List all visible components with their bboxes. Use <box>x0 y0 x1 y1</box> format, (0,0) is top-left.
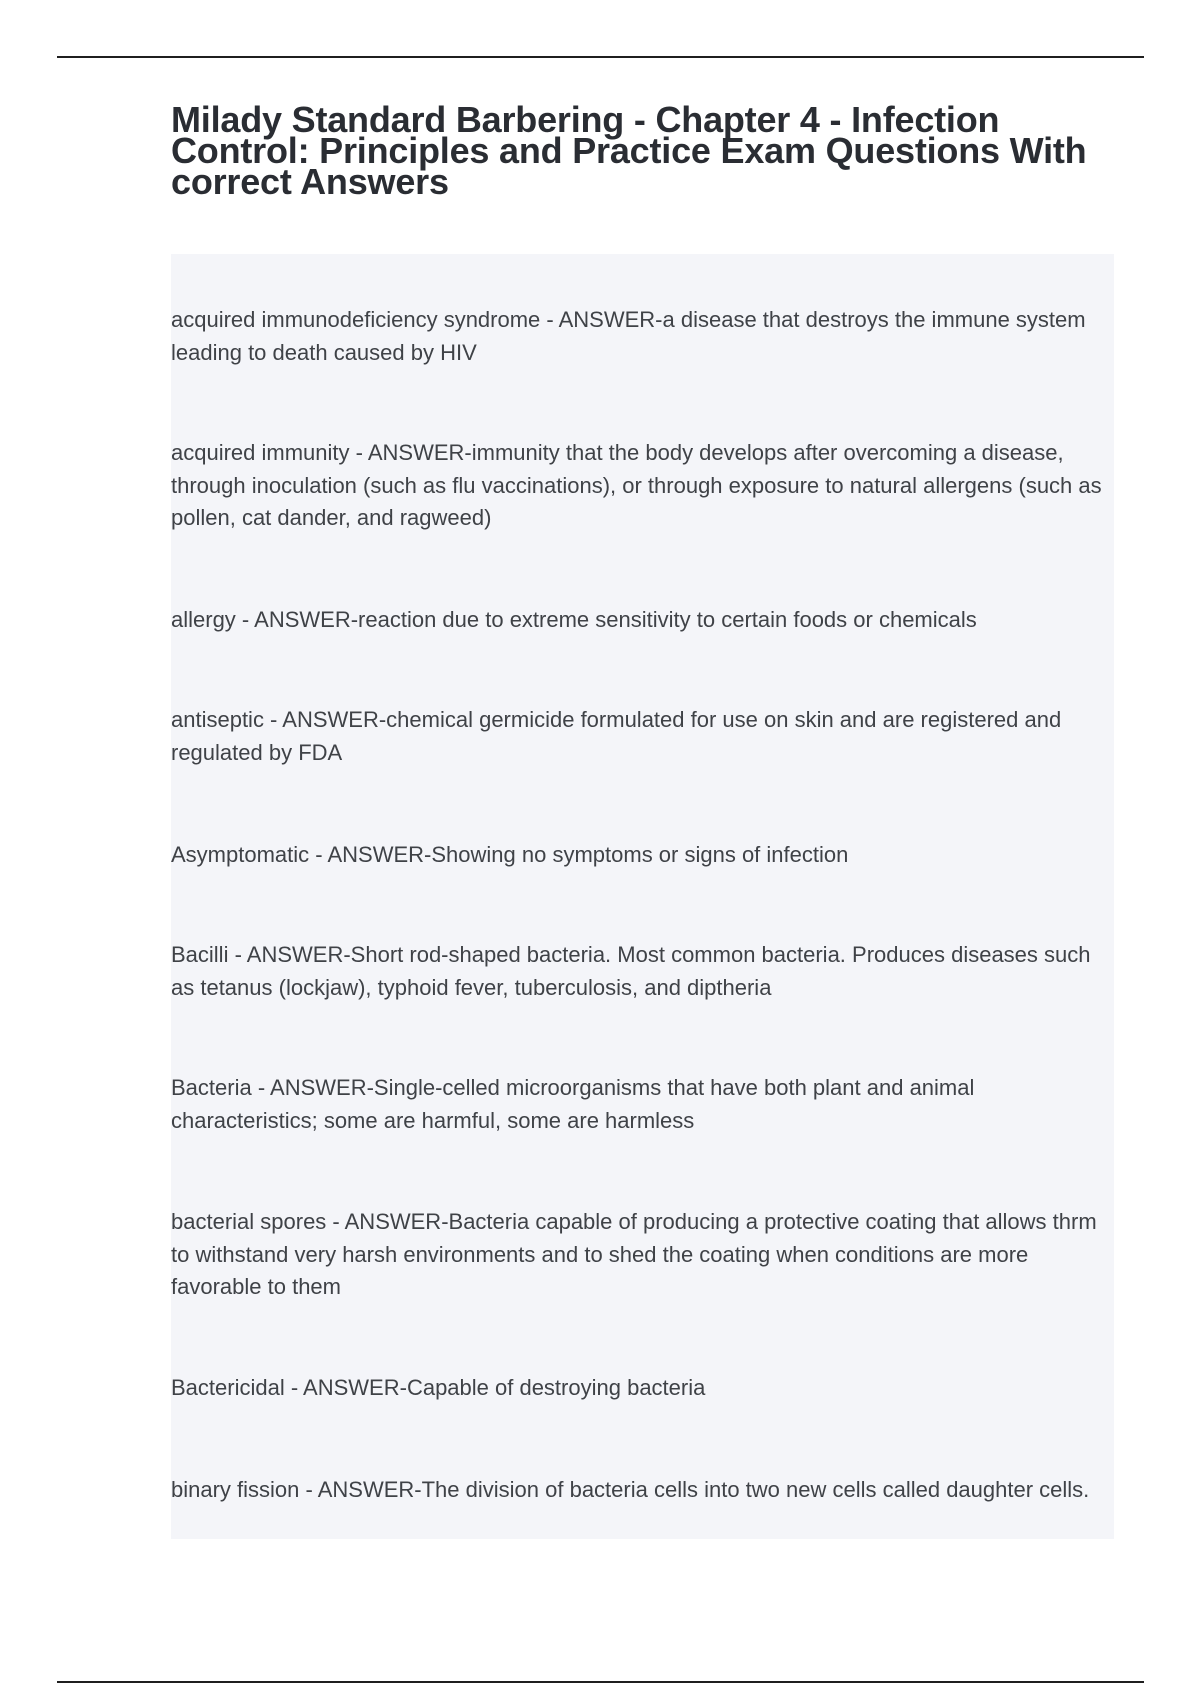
qa-entry: acquired immunodeficiency syndrome - ANSWER-a disease that destroys the immune system leading to death caused by HIV <box>171 307 1086 365</box>
bottom-divider <box>57 1681 1144 1683</box>
qa-entry: Asymptomatic - ANSWER-Showing no symptoms or signs of infection <box>171 842 849 867</box>
top-divider <box>57 56 1144 58</box>
qa-list <box>171 254 1114 1539</box>
qa-entry: acquired immunity - ANSWER-immunity that the body develops after overcoming a disease, through inoculation (such as flu vaccinations), or through exposure to natural allergens (such as pollen, cat dander, and ragweed) <box>171 440 1102 530</box>
qa-entry: binary fission - ANSWER-The division of bacteria cells into two new cells called daughter cells. <box>171 1477 1090 1502</box>
qa-entry: antiseptic - ANSWER-chemical germicide formulated for use on skin and are registered and regulated by FDA <box>171 707 1062 765</box>
qa-entry: allergy - ANSWER-reaction due to extreme sensitivity to certain foods or chemicals <box>171 607 977 632</box>
qa-entry: Bacilli - ANSWER-Short rod-shaped bacteria. Most common bacteria. Produces diseases such as tetanus (lockjaw), typhoid fever, tuberculosis, and diptheria <box>171 942 1091 1000</box>
qa-entry: Bacteria - ANSWER-Single-celled microorganisms that have both plant and animal characteristics; some are harmful, some are harmless <box>171 1075 975 1133</box>
document-title: Milady Standard Barbering - Chapter 4 - Infection Control: Principles and Practice Exam Questions With correct Answers <box>171 99 1087 202</box>
qa-entry: bacterial spores - ANSWER-Bacteria capable of producing a protective coating that allows thrm to withstand very harsh environments and to shed the coating when conditions are more favorable to them <box>171 1209 1097 1299</box>
qa-entry: Bactericidal - ANSWER-Capable of destroying bacteria <box>171 1375 706 1400</box>
